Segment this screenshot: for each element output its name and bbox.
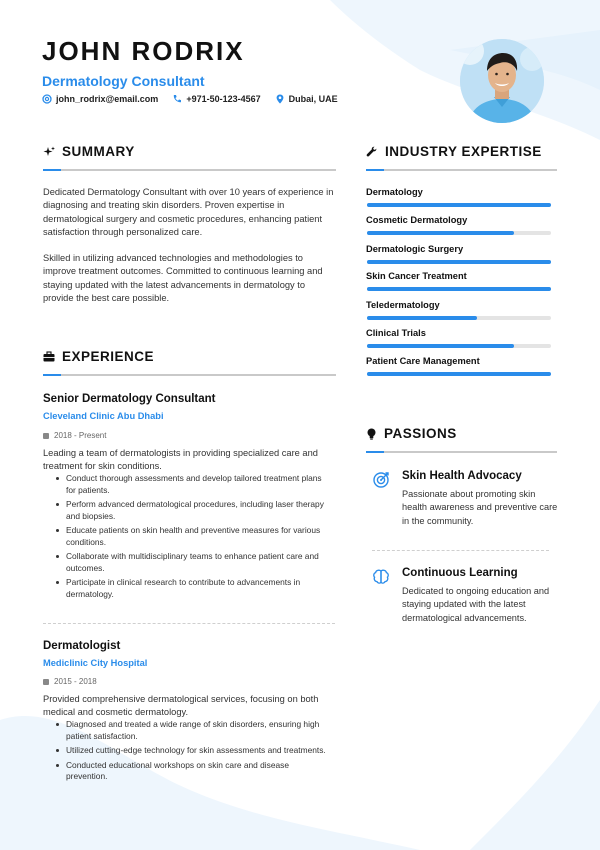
job-1-date <box>43 431 106 440</box>
passions-title: PASSIONS <box>384 426 457 441</box>
skill-label: Cosmetic Dermatology <box>366 215 468 225</box>
skill-bar <box>367 316 551 320</box>
avatar-photo-icon <box>460 39 544 123</box>
skill-bar-fill <box>367 344 514 348</box>
skill-bar <box>367 260 551 264</box>
contact-email[interactable] <box>42 94 158 104</box>
contact-phone[interactable] <box>172 94 260 104</box>
at-icon <box>42 94 52 104</box>
summary-heading <box>43 144 135 159</box>
list-item: Collaborate with multidisciplinary teams to enhance patient care and outcomes. <box>55 551 330 574</box>
brain-icon <box>372 568 390 586</box>
location-pin-icon <box>275 94 285 104</box>
skill-label: Dermatologic Surgery <box>366 244 464 254</box>
avatar <box>460 39 544 123</box>
passion-divider <box>372 550 549 551</box>
skill-bar-fill <box>367 316 477 320</box>
skill-bar <box>367 203 551 207</box>
passion-2-title: Continuous Learning <box>402 567 518 579</box>
job-1-summary: Leading a team of dermatologists in providing specialized care and treatment for skin conditions. <box>43 448 318 471</box>
sparkle-icon <box>43 146 55 158</box>
candidate-role: Dermatology Consultant <box>42 73 205 89</box>
calendar-icon <box>43 679 49 685</box>
job-1-company: Cleveland Clinic Abu Dhabi <box>43 411 164 421</box>
job-1-bullets <box>55 473 330 603</box>
job-1-title: Senior Dermatology Consultant <box>43 393 216 405</box>
summary-paragraph-2: Skilled in utilizing advanced technologies and methodologies to improve treatment outcomes. Committed to continuous learning and staying updated with the latest advancements in dermatology to provide the best care possible. <box>43 253 323 303</box>
job-divider <box>43 623 335 624</box>
experience-title: EXPERIENCE <box>62 349 155 364</box>
passions-heading <box>366 426 457 441</box>
expertise-divider <box>366 169 557 171</box>
experience-divider <box>43 374 336 376</box>
target-icon <box>372 471 390 489</box>
skill-label: Skin Cancer Treatment <box>366 271 467 281</box>
location-text: Dubai, UAE <box>288 94 338 104</box>
contact-location <box>275 94 338 104</box>
expertise-title: INDUSTRY EXPERTISE <box>385 144 542 159</box>
job-1-date-text: 2018 - Present <box>54 431 107 440</box>
briefcase-icon <box>43 351 55 362</box>
list-item: Utilized cutting-edge technology for skin assessments and treatments. <box>55 745 330 757</box>
phone-icon <box>172 94 182 104</box>
skill-bar <box>367 372 551 376</box>
passion-2-desc: Dedicated to ongoing education and staying updated with the latest dermatological advancements. <box>402 586 550 623</box>
job-2-date <box>43 677 97 686</box>
list-item: Perform advanced dermatological procedures, including laser therapy and biopsies. <box>55 499 330 522</box>
list-item: Diagnosed and treated a wide range of skin disorders, ensuring high patient satisfaction. <box>55 719 330 742</box>
summary-title: SUMMARY <box>62 144 135 159</box>
email-text: john_rodrix@email.com <box>56 94 159 104</box>
summary-divider <box>43 169 336 171</box>
skill-bar-fill <box>367 372 551 376</box>
list-item: Conduct thorough assessments and develop tailored treatment plans for patients. <box>55 473 330 496</box>
skill-label: Patient Care Management <box>366 356 480 366</box>
lightbulb-icon <box>366 428 377 440</box>
job-2-title: Dermatologist <box>43 640 121 652</box>
passion-1-desc: Passionate about promoting skin health awareness and preventive care in the community. <box>402 489 558 526</box>
wrench-icon <box>366 146 378 158</box>
job-2-date-text: 2015 - 2018 <box>54 677 97 686</box>
list-item: Participate in clinical research to contribute to advancements in dermatology. <box>55 577 330 600</box>
job-2-bullets <box>55 719 330 786</box>
phone-text: +971-50-123-4567 <box>186 94 261 104</box>
skill-bar-fill <box>367 287 551 291</box>
passion-1-title: Skin Health Advocacy <box>402 470 522 482</box>
experience-heading <box>43 349 154 364</box>
calendar-icon <box>43 433 49 439</box>
skill-bar-fill <box>367 231 514 235</box>
summary-paragraph-1: Dedicated Dermatology Consultant with over 10 years of experience in diagnosing and treating skin disorders. Proven expertise in dermatological surgery and cosmetic procedures, enhancing patient satisfaction through personalized care. <box>43 187 334 237</box>
skill-bar-fill <box>367 203 551 207</box>
passions-divider <box>366 451 557 453</box>
job-2-company: Mediclinic City Hospital <box>43 658 148 668</box>
list-item: Conducted educational workshops on skin care and disease prevention. <box>55 760 330 783</box>
job-2-summary: Provided comprehensive dermatological services, focusing on both medical and cosmetic dermatology. <box>43 694 319 717</box>
contact-info <box>42 94 338 104</box>
skill-bar <box>367 287 551 291</box>
skill-bar-fill <box>367 260 551 264</box>
skill-label: Teledermatology <box>366 300 440 310</box>
skill-bar <box>367 344 551 348</box>
list-item: Educate patients on skin health and preventive measures for various conditions. <box>55 525 330 548</box>
candidate-name: JOHN RODRIX <box>42 36 245 66</box>
expertise-heading <box>366 144 542 159</box>
skill-label: Clinical Trials <box>366 328 426 338</box>
skill-bar <box>367 231 551 235</box>
skill-label: Dermatology <box>366 187 423 197</box>
